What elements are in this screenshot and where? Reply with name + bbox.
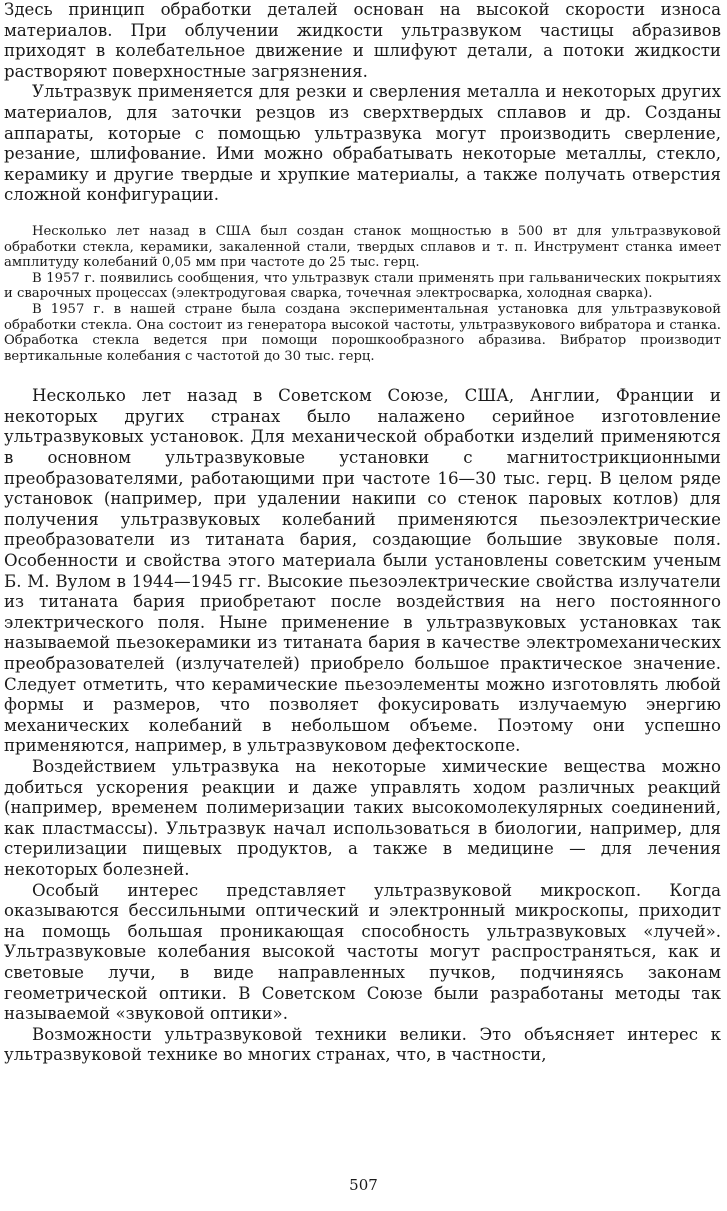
- small-paragraph-1957-welding: В 1957 г. появились сообщения, что ультразвук стали применять при гальванических покрытиях и сварочных процессах (электродуговая сварка, точечная электросварка, холодная сварка).: [4, 270, 721, 302]
- paragraph-chemistry-medicine: Воздействием ультразвука на некоторые химические вещества можно добиться ускорения реакции и даже управлять ходом различных реакций (например, временем полимеризации таких высокомолекулярных соединений, как пластмассы). Ультразвук начал использоваться в биологии, например, для стерилизации пищевых продуктов, а также в медицине — для лечения некоторых болезней.: [4, 756, 721, 879]
- paragraph-serial-production: Несколько лет назад в Советском Союзе, США, Англии, Франции и некоторых других странах было налажено серийное изготовление ультразвуковых установок. Для механической обработки изделий применяются в основном ультразвуковые установки с магнитострикционными преобразователями, работающими при частоте 16—30 тыс. герц. В целом ряде установок (например, при удалении накипи со стенок паровых котлов) для получения ультразвуковых колебаний применяются пьезоэлектрические преобразователи из титаната бария, создающие большие звуковые поля. Особенности и свойства этого материала были установлены советским ученым Б. М. Вулом в 1944—1945 гг. Высокие пьезоэлектрические свойства излучатели из титаната бария приобретают после воздействия на него постоянного электрического поля. Ныне применение в ультразвуковых установках так называемой пьезокерамики из титаната бария в качестве электромеханических преобразователей (излучателей) приобрело большое практическое значение. Следует отметить, что керамические пьезоэлементы можно изготовлять любой формы и размеров, что позволяет фокусировать излучаемую энергию механических колебаний в небольшом объеме. Поэтому они успешно применяются, например, в ультразвуковом дефектоскопе.: [4, 386, 721, 756]
- small-paragraph-1957-glass: В 1957 г. в нашей стране была создана экспериментальная установка для ультразвуковой обработки стекла. Она состоит из генератора высокой частоты, ультразвукового вибратора и станка. Обработка стекла ведется при помощи порошкообразного абразива. Вибратор производит вертикальные колебания с частотой до 30 тыс. герц.: [4, 301, 721, 364]
- paragraph-cutting-drilling: Ультразвук применяется для резки и сверления металла и некоторых других материалов, для заточки резцов из сверхтвердых сплавов и др. Созданы аппараты, которые с помощью ультразвука могут производить сверление, резание, шлифование. Ими можно обрабатывать некоторые металлы, стекло, керамику и другие твердые и хрупкие материалы, а также получать отверстия сложной конфигурации.: [4, 82, 721, 205]
- small-print-block: [4, 224, 721, 364]
- page-number: 507: [349, 1176, 378, 1194]
- paragraph-abrasive-cleaning: Здесь принцип обработки деталей основан на высокой скорости износа материалов. При облучении жидкости ультразвуком частицы абразивов приходят в колебательное движение и шлифуют детали, а потоки жидкости растворяют поверхностные загрязнения.: [4, 0, 721, 81]
- paragraph-possibilities: Возможности ультразвуковой техники велики. Это объясняет интерес к ультразвуковой технике во многих странах, что, в частности,: [4, 1024, 721, 1065]
- paragraph-ultrasound-microscope: Особый интерес представляет ультразвуковой микроскоп. Когда оказываются бессильными оптический и электронный микроскопы, приходит на помощь большая проникающая способность ультразвуковых «лучей». Ультразвуковые колебания высокой частоты могут распространяться, как и световые лучи, в виде направленных пучков, подчиняясь законам геометрической оптики. В Советском Союзе были разработаны методы так называемой «звуковой оптики».: [4, 880, 721, 1024]
- small-paragraph-usa-machine: Несколько лет назад в США был создан станок мощностью в 500 вт для ультразвуковой обработки стекла, керамики, закаленной стали, твердых сплавов и т. п. Инструмент станка имеет амплитуду колебаний 0,05 мм при частоте до 25 тыс. герц.: [4, 223, 721, 271]
